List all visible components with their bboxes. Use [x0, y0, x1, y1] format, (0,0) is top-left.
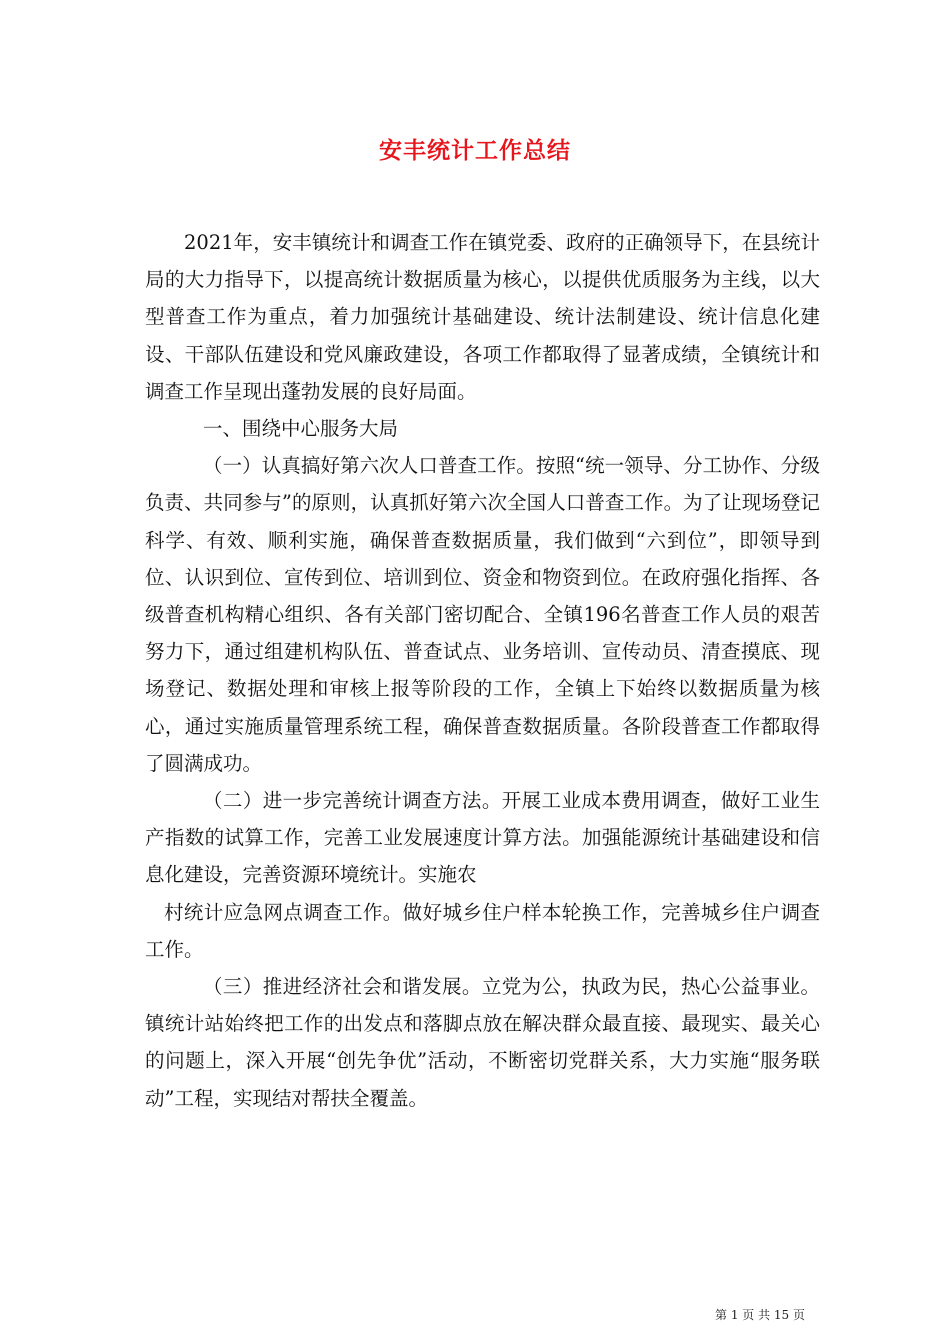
paragraph-survey-methods: （二）进一步完善统计调查方法。开展工业成本费用调查，做好工业生产指数的试算工作，完善工业发展速度计算方法。加强能源统计基础建设和信息化建设，完善资源环境统计。实施农 [145, 789, 820, 887]
paragraph-survey-methods-continued: 村统计应急网点调查工作。做好城乡住户样本轮换工作，完善城乡住户调查工作。 [145, 900, 820, 961]
paragraph-census: （一）认真搞好第六次人口普查工作。按照“统一领导、分工协作、分级负责、共同参与”的原则，认真抓好第六次全国人口普查工作。为了让现场登记科学、有效、顺利实施，确保普查数据质量，我们做到“六到位”，即领导到位、认识到位、宣传到位、培训到位、资金和物资到位。在政府强化指挥、各级普查机构精心组织、各有关部门密切配合、全镇196名普查工作人员的艰苦努力下，通过组建机构队伍、普查试点、业务培训、宣传动员、清查摸底、现场登记、数据处理和审核上报等阶段的工作，全镇上下始终以数据质量为核心，通过实施质量管理系统工程，确保普查数据质量。各阶段普查工作都取得了圆满成功。 [145, 454, 820, 775]
document-body [145, 224, 820, 1117]
section-heading: 一、围绕中心服务大局 [203, 417, 399, 441]
page-number: 第 1 页 共 15 页 [715, 1308, 805, 1322]
paragraph-intro: 2021年，安丰镇统计和调查工作在镇党委、政府的正确领导下，在县统计局的大力指导下，以提高统计数据质量为核心，以提供优质服务为主线，以大型普查工作为重点，着力加强统计基础建设、统计法制建设、统计信息化建设、干部队伍建设和党风廉政建设，各项工作都取得了显著成绩，全镇统计和调查工作呈现出蓬勃发展的良好局面。 [145, 231, 820, 403]
document-title: 安丰统计工作总结 [379, 137, 571, 164]
paragraph-harmonious-development: （三）推进经济社会和谐发展。立党为公，执政为民，热心公益事业。镇统计站始终把工作的出发点和落脚点放在解决群众最直接、最现实、最关心的问题上，深入开展“创先争优”活动，不断密切党群关系，大力实施“服务联动”工程，实现结对帮扶全覆盖。 [145, 975, 820, 1110]
